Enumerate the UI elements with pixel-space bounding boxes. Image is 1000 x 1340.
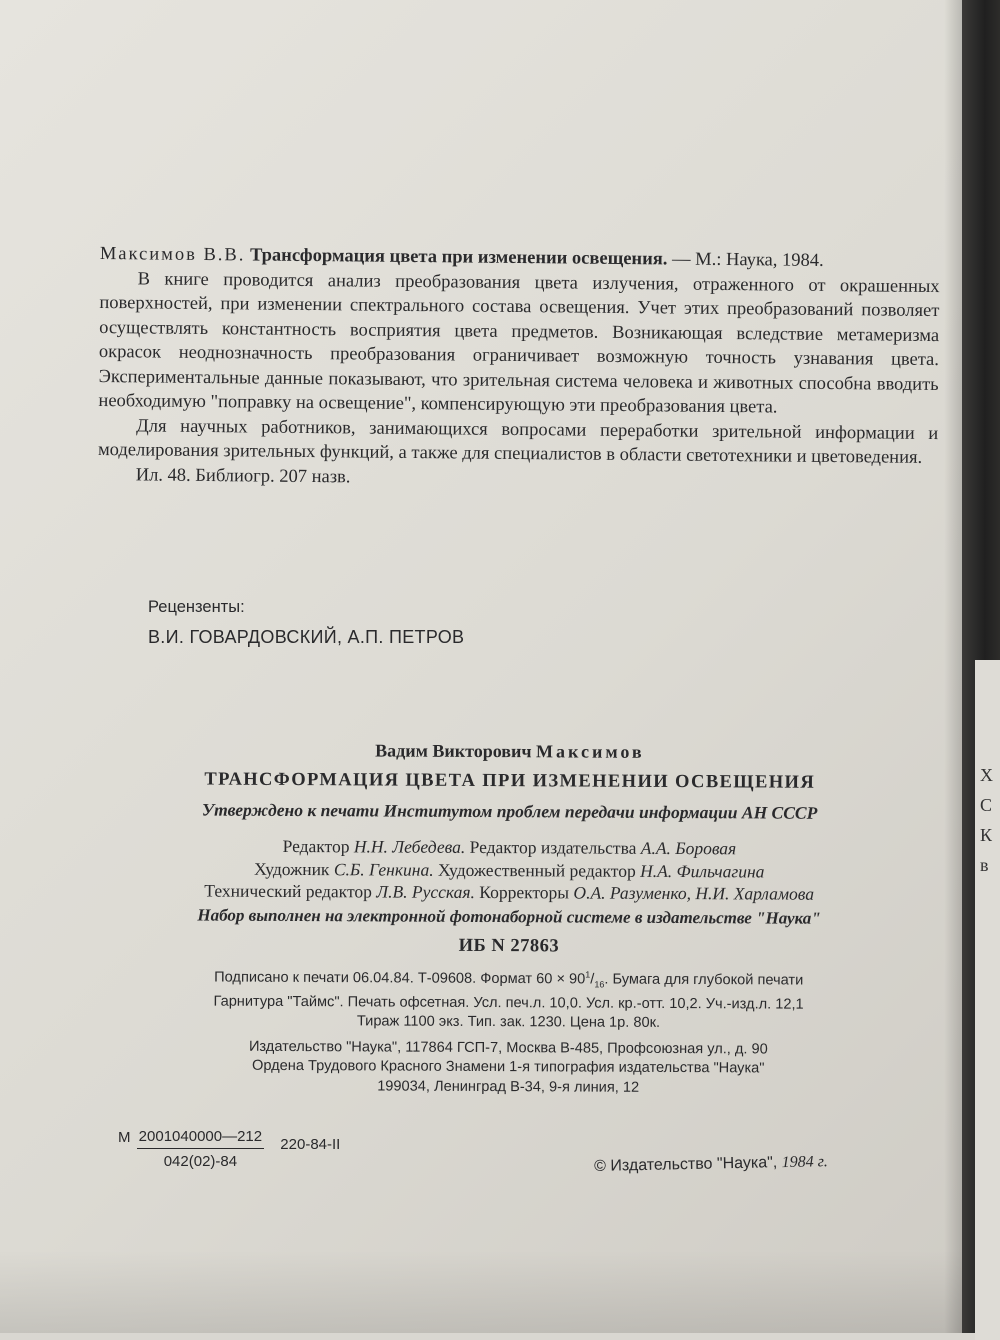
printer-name: Ордена Трудового Красного Знамени 1-я типография издательства "Наука": [252, 1058, 765, 1077]
bottom-shadow: [0, 1250, 962, 1333]
abstract: [98, 242, 940, 495]
ib-number: ИБ N 27863: [458, 935, 560, 956]
reviewers-label: Рецензенты:: [148, 598, 245, 616]
abstract-paragraph-1: В книге проводится анализ преобразования цвета излучения, отраженного от окрашенных поверхностей, при изменении спектрального состава освещения. Учет этих преобразований позволяет осуществлять константность восприятия цвета предметов. Возникающая вследствие метамеризма окрасок неоднозначность преобразования ограничивает возможную точность узнавания цвета. Экспериментальные данные показывают, что зрительная система человека и животных способна вводить необходимую "поправку на освещение", компенсирующую эти преобразования цвета.: [98, 268, 940, 418]
adjacent-page-letters: Х С К в: [980, 765, 993, 875]
code-fraction: [137, 1128, 264, 1170]
format-denominator: 16: [594, 978, 605, 989]
m-letter: М: [118, 1128, 131, 1146]
print-line-1-paper: . Бумага для глубокой печати: [604, 971, 804, 989]
illustrations-note: Ил. 48. Библиогр. 207 назв.: [135, 464, 351, 487]
publication-code: [118, 1128, 418, 1170]
printer-address: 199034, Ленинград В-34, 9-я линия, 12: [377, 1078, 640, 1096]
tech-editor-name: Л.В. Русская.: [376, 881, 476, 902]
citation-rest: — М.: Наука, 1984.: [671, 249, 824, 271]
correctors-label: Корректоры: [479, 881, 570, 903]
print-line-3: Тираж 1100 экз. Тип. зак. 1230. Цена 1р. 80к.: [356, 1013, 661, 1032]
publishing-editor-name: А.А. Боровая: [640, 837, 737, 859]
editorial-staff: [99, 834, 919, 906]
abstract-paragraph-2: Для научных работников, занимающихся вопросами переработки зрительной информации и моделирования зрительных функций, а также для специалистов в области светотехники и цветоведения.: [97, 415, 939, 468]
code-suffix: 220-84-II: [280, 1135, 341, 1153]
tech-editor-label: Технический редактор: [204, 880, 372, 902]
print-line-2: Гарнитура "Таймс". Печать офсетная. Усл. печ.л. 10,0. Усл. кр.-отт. 10,2. Уч.-изд.л. 12,1: [213, 993, 804, 1013]
print-line-1-main: Подписано к печати 06.04.84. Т-09608. Формат 60 × 90: [214, 968, 586, 987]
editor-label: Редактор: [282, 835, 350, 857]
reviewers: [148, 592, 748, 652]
format-numerator: 1: [585, 969, 591, 980]
copyright-text: © Издательство "Наука",: [594, 1154, 778, 1175]
author-name: [100, 736, 920, 766]
artist-label: Художник: [254, 858, 330, 879]
editor-name: Н.Н. Лебедева.: [353, 836, 466, 857]
art-editor-name: Н.А. Фильчагина: [640, 860, 765, 881]
artist-name: С.Б. Генкина.: [333, 858, 434, 880]
publishing-editor-label: Редактор издательства: [469, 836, 637, 858]
approval-note: Утверждено к печати Институтом проблем передачи информации АН СССР: [201, 799, 818, 823]
author-given-name: Вадим Викторович: [375, 740, 532, 762]
code-numerator: 2001040000—212: [137, 1128, 264, 1149]
colophon: [98, 736, 920, 1100]
print-details: [98, 962, 919, 1099]
reviewers-names: В.И. ГОВАРДОВСКИЙ, А.П. ПЕТРОВ: [148, 627, 465, 647]
publisher-address: Издательство "Наука", 117864 ГСП-7, Москва В-485, Профсоюзная ул., д. 90: [248, 1038, 768, 1058]
typesetting-note: Набор выполнен на электронной фотонаборной системе в издательстве "Наука": [197, 905, 821, 928]
page-edge-shadow: [944, 0, 964, 1333]
correctors-names: О.А. Разуменко, Н.И. Харламова: [573, 882, 815, 904]
art-editor-label: Художественный редактор: [437, 859, 636, 881]
code-denominator: 042(02)-84: [163, 1153, 238, 1170]
copyright-year: 1984 г.: [781, 1153, 828, 1172]
citation-title: Трансформация цвета при изменении освещения.: [249, 245, 668, 270]
book-title: ТРАНСФОРМАЦИЯ ЦВЕТА ПРИ ИЗМЕНЕНИИ ОСВЕЩЕНИЯ: [204, 769, 816, 793]
author-surname: Максимов: [536, 741, 645, 762]
print-line-1: Подписано к печати 06.04.84. Т-09608. Формат $60 \times 90^1/_{16}$. Бумага для глубокой печати: [214, 968, 804, 989]
citation-author: Максимов В.В.: [99, 243, 246, 266]
